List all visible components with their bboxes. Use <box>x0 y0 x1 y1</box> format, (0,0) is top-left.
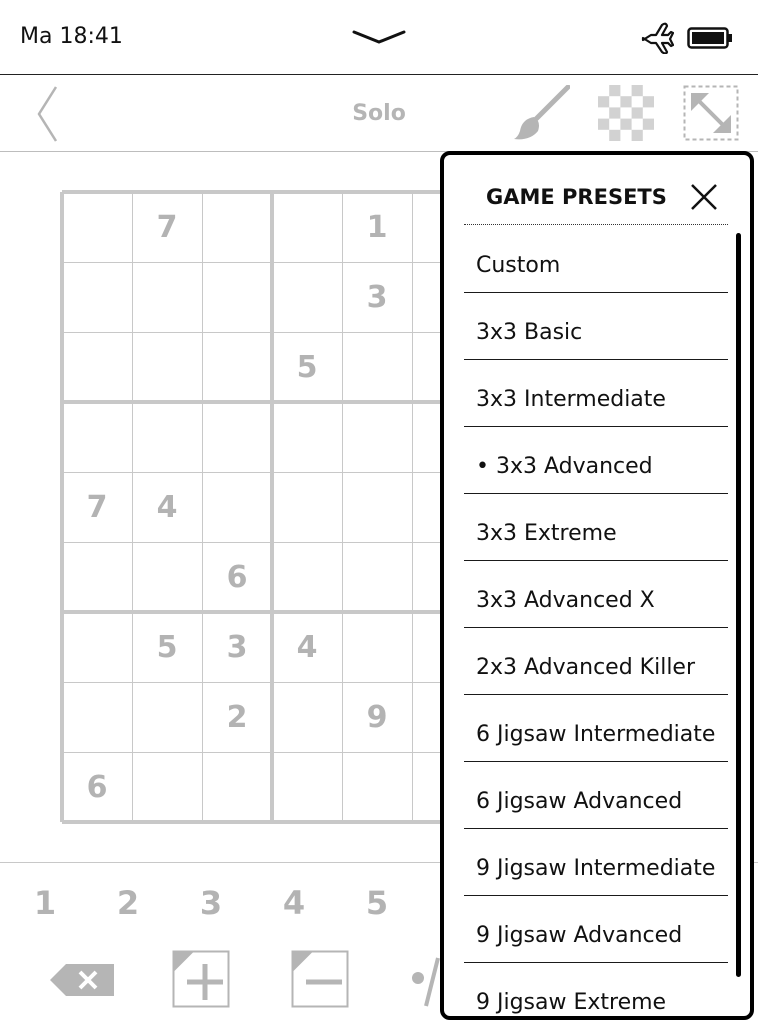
grid-cell[interactable]: 6 <box>86 769 108 805</box>
grid-line <box>202 192 203 822</box>
grid-cell[interactable] <box>272 752 342 822</box>
grid-cell[interactable] <box>132 682 202 752</box>
grid-line <box>412 192 413 822</box>
airplane-mode-icon <box>640 22 674 54</box>
grid-cell[interactable] <box>132 542 202 612</box>
preset-item[interactable]: 3x3 Basic <box>476 320 583 345</box>
preset-item[interactable]: 3x3 Advanced X <box>476 588 655 613</box>
grid-cell[interactable] <box>62 192 132 262</box>
grid-cell[interactable] <box>342 472 412 542</box>
preset-divider <box>464 359 728 360</box>
remove-note-icon[interactable] <box>291 950 349 1008</box>
grid-cell[interactable]: 1 <box>366 209 388 245</box>
preset-divider <box>464 560 728 561</box>
number-key-3[interactable]: 3 <box>199 884 223 922</box>
number-key-1[interactable]: 1 <box>33 884 57 922</box>
grid-cell[interactable]: 4 <box>156 489 178 525</box>
grid-cell[interactable] <box>342 542 412 612</box>
grid-cell[interactable] <box>62 682 132 752</box>
preset-item[interactable]: 9 Jigsaw Intermediate <box>476 856 716 881</box>
grid-line <box>60 192 64 822</box>
grid-cell[interactable]: 2 <box>226 699 248 735</box>
erase-icon[interactable] <box>48 962 116 998</box>
grid-cell[interactable] <box>202 192 272 262</box>
grid-cell[interactable] <box>132 262 202 332</box>
battery-icon <box>687 27 733 49</box>
grid-cell[interactable] <box>62 612 132 682</box>
grid-cell[interactable]: 6 <box>226 559 248 595</box>
grid-cell[interactable] <box>202 752 272 822</box>
preset-divider <box>464 962 728 963</box>
preset-divider <box>464 828 728 829</box>
grid-cell[interactable] <box>202 332 272 402</box>
close-icon[interactable] <box>690 183 718 211</box>
panel-header-divider <box>464 224 728 225</box>
status-bar <box>0 0 758 75</box>
grid-cell[interactable] <box>132 752 202 822</box>
preset-item[interactable]: 9 Jigsaw Extreme <box>476 990 667 1015</box>
grid-cell[interactable] <box>342 332 412 402</box>
grid-cell[interactable]: 7 <box>156 209 178 245</box>
grid-cell[interactable] <box>342 752 412 822</box>
preset-item[interactable]: Custom <box>476 253 561 278</box>
preset-item[interactable]: 2x3 Advanced Killer <box>476 655 696 680</box>
preset-divider <box>464 895 728 896</box>
preset-item[interactable]: • 3x3 Advanced <box>476 454 653 479</box>
grid-cell[interactable]: 5 <box>296 349 318 385</box>
grid-cell[interactable] <box>202 402 272 472</box>
add-note-icon[interactable] <box>172 950 230 1008</box>
brush-icon[interactable] <box>512 85 570 141</box>
preset-divider <box>464 627 728 628</box>
preset-divider <box>464 426 728 427</box>
grid-cell[interactable] <box>62 402 132 472</box>
grid-cell[interactable]: 3 <box>366 279 388 315</box>
grid-cell[interactable] <box>62 332 132 402</box>
grid-line <box>270 192 274 822</box>
grid-cell[interactable] <box>62 262 132 332</box>
grid-line <box>342 192 343 822</box>
grid-cell[interactable] <box>272 682 342 752</box>
grid-cell[interactable] <box>272 402 342 472</box>
preset-item[interactable]: 3x3 Extreme <box>476 521 617 546</box>
preset-divider <box>464 493 728 494</box>
grid-cell[interactable] <box>272 262 342 332</box>
preset-item[interactable]: 6 Jigsaw Intermediate <box>476 722 716 747</box>
checkerboard-icon[interactable] <box>598 85 654 141</box>
notes-mode-icon[interactable] <box>410 950 440 1008</box>
grid-cell[interactable]: 7 <box>86 489 108 525</box>
preset-divider <box>464 694 728 695</box>
resize-icon[interactable] <box>683 85 739 141</box>
preset-item[interactable]: 3x3 Intermediate <box>476 387 666 412</box>
page-title: Solo <box>352 101 406 126</box>
grid-cell[interactable] <box>342 402 412 472</box>
grid-cell[interactable] <box>202 262 272 332</box>
grid-cell[interactable]: 5 <box>156 629 178 665</box>
grid-cell[interactable]: 9 <box>366 699 388 735</box>
number-key-5[interactable]: 5 <box>365 884 389 922</box>
grid-cell[interactable] <box>342 612 412 682</box>
grid-cell[interactable] <box>132 402 202 472</box>
clock: Ma 18:41 <box>20 24 123 49</box>
grid-cell[interactable] <box>62 542 132 612</box>
scrollbar[interactable] <box>736 233 741 977</box>
preset-divider <box>464 292 728 293</box>
grid-cell[interactable] <box>272 542 342 612</box>
grid-cell[interactable] <box>272 472 342 542</box>
grid-cell[interactable]: 4 <box>296 629 318 665</box>
game-presets-panel <box>440 151 754 1020</box>
number-key-4[interactable]: 4 <box>282 884 306 922</box>
grid-cell[interactable]: 3 <box>226 629 248 665</box>
preset-item[interactable]: 9 Jigsaw Advanced <box>476 923 683 948</box>
grid-cell[interactable] <box>132 332 202 402</box>
toolbar <box>0 75 758 152</box>
grid-line <box>132 192 133 822</box>
chevron-down-icon[interactable] <box>352 28 406 46</box>
grid-cell[interactable] <box>202 472 272 542</box>
preset-divider <box>464 761 728 762</box>
preset-item[interactable]: 6 Jigsaw Advanced <box>476 789 683 814</box>
panel-title: GAME PRESETS <box>486 185 667 209</box>
grid-cell[interactable] <box>272 192 342 262</box>
number-key-2[interactable]: 2 <box>116 884 140 922</box>
